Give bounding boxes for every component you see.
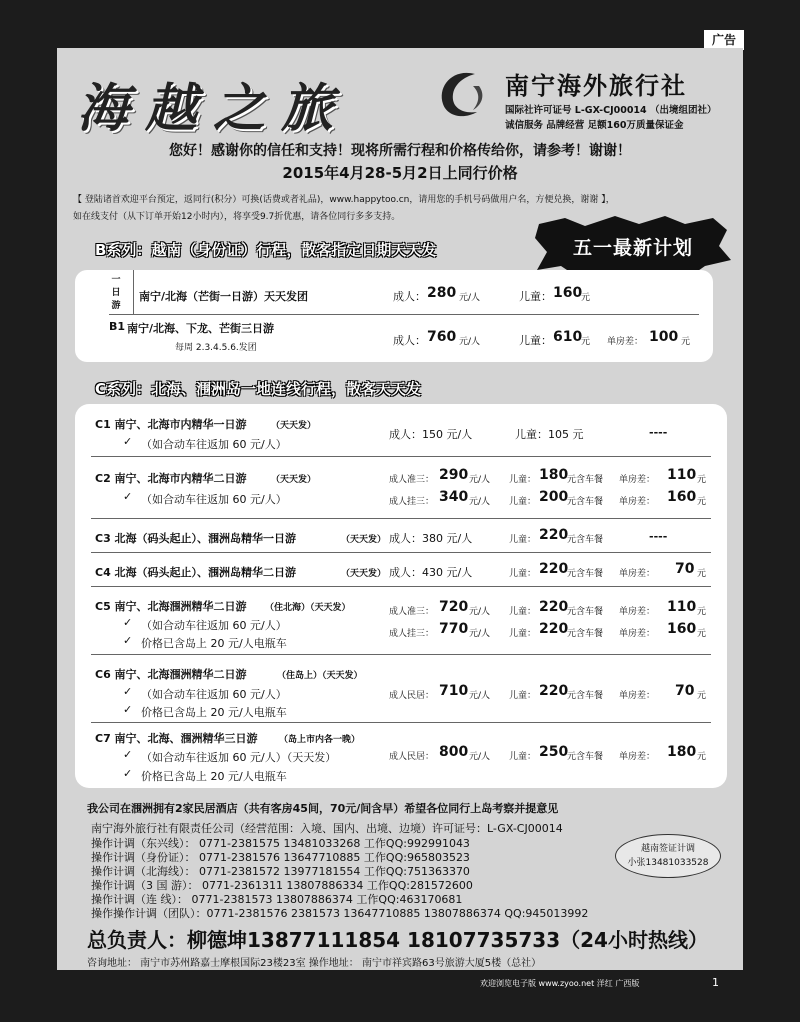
- b-row1-adult-label: 成人：: [393, 290, 426, 303]
- c2-child-a-price: 180: [539, 467, 569, 483]
- promo-burst-text: 五一最新计划: [572, 237, 693, 259]
- c6-child-label: 儿童：: [509, 691, 537, 701]
- c2-adult-b-label: 成人挂三：: [389, 497, 435, 507]
- c7-name: C7 南宁、北海、涠洲精华三日游: [95, 732, 258, 745]
- contact-row: 操作计调（3 国 游）： 0771-2361311 13807886334 工作QQ:281572600: [91, 879, 473, 892]
- c2-single-b-price: 160: [667, 489, 697, 505]
- c1-check-icon: ✓: [123, 435, 133, 448]
- c5-child-b-label: 儿童：: [509, 629, 537, 639]
- c2-child-b-unit: 元含车餐: [567, 497, 604, 507]
- divider: [109, 314, 699, 315]
- c1-tag: （天天发）: [271, 421, 317, 431]
- visa-contact-title: 越南签证计调: [640, 844, 695, 854]
- c2-single-b-unit: 元: [697, 497, 707, 507]
- c4-child-unit: 元含车餐: [567, 569, 604, 579]
- c2-child-a-unit: 元含车餐: [567, 475, 604, 485]
- c4-single-label: 单房差：: [619, 569, 656, 579]
- c6-tag: （住岛上）（天天发）: [277, 671, 363, 681]
- addresses: 咨询地址： 南宁市苏州路嘉士摩根国际23楼23室 操作地址： 南宁市祥宾路63号旅游大厦5楼（总社）: [87, 958, 542, 969]
- c1-adult: 成人：150 元/人: [389, 428, 473, 441]
- c3-tag: （天天发）: [341, 535, 387, 545]
- c2-adult-a-price: 290: [439, 467, 469, 483]
- c7-note-1: （如合动车往返加 60 元/人）（天天发）: [141, 751, 337, 764]
- contact-row: 操作计调（连 线）： 0771-2381573 13807886374 工作QQ:463170681: [91, 893, 463, 906]
- c2-single-a-price: 110: [667, 467, 697, 483]
- contact-row: 操作计调（北海线）： 0771-2381572 13977181554 工作QQ:751363370: [91, 865, 470, 878]
- c4-single-price: 70: [675, 561, 695, 577]
- c2-note: （如合动车往返加 60 元/人）: [141, 493, 287, 506]
- c6-child-price: 220: [539, 683, 569, 699]
- notice-line-1: 【 登陆诸首欢迎平台预定，返同行(积分）可换(话费或者礼品)，www.happytoo.cn，请用您的手机号码做用户名，方便兑换，谢谢 】，: [73, 195, 615, 205]
- c3-child-price: 220: [539, 527, 569, 543]
- c4-single-unit: 元: [697, 569, 707, 579]
- c4-child-price: 220: [539, 561, 569, 577]
- b1-adult-price: 760: [427, 329, 457, 345]
- visa-contact-badge: [615, 834, 721, 878]
- c2-adult-b-price: 340: [439, 489, 469, 505]
- notice-line-2: 如在线支付（从下订单开始12小时内），将享受9.7折优惠，请各位同行多多支持。: [73, 212, 401, 222]
- c2-name: C2 南宁、北海市内精华二日游: [95, 472, 247, 485]
- b1-child-unit: 元: [581, 337, 591, 347]
- c2-single-a-unit: 元: [697, 475, 707, 485]
- c5-adult-b-label: 成人挂三：: [389, 629, 435, 639]
- c7-child-unit: 元含车餐: [567, 752, 604, 762]
- c7-child-price: 250: [539, 744, 569, 760]
- c2-child-a-label: 儿童：: [509, 475, 537, 485]
- c5-single-b-price: 160: [667, 621, 697, 637]
- c5-check-icon-2: ✓: [123, 634, 133, 647]
- contact-row: 操作操作计调（团队）：0771-2381576 2381573 13647710885 13807886374 QQ:945013992: [91, 907, 589, 920]
- b1-name: 南宁/北海、下龙、芒街三日游: [127, 322, 275, 335]
- divider: [91, 552, 711, 553]
- c5-child-a-price: 220: [539, 599, 569, 615]
- b-row1-child-label: 儿童：: [519, 290, 552, 303]
- c6-check-icon-1: ✓: [123, 685, 133, 698]
- divider: [91, 586, 711, 587]
- divider: [91, 722, 711, 723]
- c5-child-b-unit: 元含车餐: [567, 629, 604, 639]
- c7-single-unit: 元: [697, 752, 707, 762]
- b1-child-price: 610: [553, 329, 583, 345]
- section-b-title: B系列：越南（身份证）行程，散客指定日期天天发: [95, 241, 437, 259]
- b-row1-name: 南宁/北海（芒街一日游）天天发团: [139, 290, 309, 303]
- contact-row: 操作计调（身份证）： 0771-2381576 13647710885 工作QQ:965803523: [91, 851, 470, 864]
- divider: [91, 518, 711, 519]
- c6-adult-label: 成人民居：: [389, 691, 435, 701]
- c5-adult-a-price: 720: [439, 599, 469, 615]
- c7-single-price: 180: [667, 744, 697, 760]
- c6-adult-price: 710: [439, 683, 469, 699]
- divider: [133, 270, 134, 314]
- c5-note-2: 价格已含岛上 20 元/人电瓶车: [141, 637, 287, 650]
- c1-note: （如合动车往返加 60 元/人）: [141, 438, 287, 451]
- c6-single-price: 70: [675, 683, 695, 699]
- company-name: 南宁海外旅行社: [505, 72, 687, 100]
- contact-row: 操作计调（东兴线）： 0771-2381575 13481033268 工作QQ:992991043: [91, 837, 470, 850]
- b1-child-label: 儿童：: [519, 334, 552, 347]
- c1-name: C1 南宁、北海市内精华一日游: [95, 418, 247, 431]
- c6-check-icon-2: ✓: [123, 703, 133, 716]
- c3-child-label: 儿童：: [509, 535, 537, 545]
- c7-adult-price: 800: [439, 744, 469, 760]
- c7-single-label: 单房差：: [619, 752, 656, 762]
- c1-single: ----: [649, 426, 668, 439]
- date-title: 2015年4月28-5月2日上同行价格: [282, 164, 518, 182]
- company-swoosh-logo-icon: [433, 64, 493, 122]
- greeting: 您好！感谢你的信任和支持！现将所需行程和价格传给你，请参考！谢谢！: [169, 143, 631, 159]
- company-line: 南宁海外旅行社有限责任公司（经营范围：入境、国内、出境、边境）许可证号：L-GX-CJ00014: [91, 822, 563, 835]
- c4-tag: （天天发）: [341, 569, 387, 579]
- c5-child-b-price: 220: [539, 621, 569, 637]
- b-row1-child-unit: 元: [581, 293, 591, 303]
- b1-code: B1: [109, 320, 126, 333]
- b1-adult-unit: 元/人: [459, 337, 481, 347]
- company-slogan: 诚信服务 品牌经营 足额160万质量保证金: [505, 120, 684, 131]
- c2-adult-a-unit: 元/人: [469, 475, 491, 485]
- c6-note-2: 价格已含岛上 20 元/人电瓶车: [141, 706, 287, 719]
- c7-adult-unit: 元/人: [469, 752, 491, 762]
- c5-adult-a-unit: 元/人: [469, 607, 491, 617]
- c3-adult: 成人：380 元/人: [389, 532, 473, 545]
- divider: [91, 456, 711, 457]
- divider: [91, 654, 711, 655]
- c7-note-2: 价格已含岛上 20 元/人电瓶车: [141, 770, 287, 783]
- c3-child-unit: 元含车餐: [567, 535, 604, 545]
- c5-note-1: （如合动车往返加 60 元/人）: [141, 619, 287, 632]
- b1-single-label: 单房差：: [607, 337, 644, 347]
- c5-single-b-unit: 元: [697, 629, 707, 639]
- c6-adult-unit: 元/人: [469, 691, 491, 701]
- c2-single-a-label: 单房差：: [619, 475, 656, 485]
- c3-single: ----: [649, 530, 668, 543]
- c2-adult-b-unit: 元/人: [469, 497, 491, 507]
- b-row1-adult-unit: 元/人: [459, 293, 481, 303]
- b1-single-price: 100: [649, 329, 679, 345]
- hotel-note: 我公司在涠洲拥有2家民居酒店（共有客房45间，70元/间含早）希望各位同行上岛考察并提意见: [87, 802, 559, 815]
- c4-adult: 成人：430 元/人: [389, 566, 473, 579]
- c5-adult-b-unit: 元/人: [469, 629, 491, 639]
- c5-check-icon-1: ✓: [123, 616, 133, 629]
- c7-adult-label: 成人民居：: [389, 752, 435, 762]
- responsible-person: 总负责人：柳德坤13877111854 18107735733（24小时热线）: [87, 928, 708, 952]
- c5-name: C5 南宁、北海涠洲精华二日游: [95, 600, 247, 613]
- b1-schedule: 每周 2.3.4.5.6.发团: [175, 343, 257, 353]
- ad-tag: 广告: [704, 30, 744, 50]
- c4-child-label: 儿童：: [509, 569, 537, 579]
- section-c-panel: [75, 404, 727, 788]
- c5-child-a-label: 儿童：: [509, 607, 537, 617]
- c7-tag: （岛上市内各一晚）: [279, 735, 361, 745]
- c2-tag: （天天发）: [271, 475, 317, 485]
- c5-tag: （住北海）（天天发）: [265, 603, 351, 613]
- c6-single-unit: 元: [697, 691, 707, 701]
- c5-adult-a-label: 成人准三：: [389, 607, 435, 617]
- day-tour-tag: 一日游: [111, 275, 121, 311]
- c7-child-label: 儿童：: [509, 752, 537, 762]
- c7-check-icon-1: ✓: [123, 748, 133, 761]
- c6-single-label: 单房差：: [619, 691, 656, 701]
- c2-single-b-label: 单房差：: [619, 497, 656, 507]
- bottom-bar: 欢迎浏览电子版 www.zyoo.net 洋红 广西版: [480, 979, 640, 988]
- c5-single-a-label: 单房差：: [619, 607, 656, 617]
- b1-single-unit: 元: [681, 337, 691, 347]
- brand-calligraphy-title: 海越之旅: [77, 78, 350, 139]
- c6-note-1: （如合动车往返加 60 元/人）: [141, 688, 287, 701]
- c5-single-b-label: 单房差：: [619, 629, 656, 639]
- c6-child-unit: 元含车餐: [567, 691, 604, 701]
- b1-adult-label: 成人：: [393, 334, 426, 347]
- flyer-page: [57, 48, 743, 970]
- company-license: 国际社许可证号 L-GX-CJ00014 （出境组团社）: [505, 105, 717, 116]
- c5-child-a-unit: 元含车餐: [567, 607, 604, 617]
- section-c-title: C系列：北海、涠洲岛一地连线行程，散客天天发: [95, 380, 422, 398]
- visa-contact-name: 小张13481033528: [627, 858, 709, 868]
- c2-child-b-label: 儿童：: [509, 497, 537, 507]
- c3-name: C3 北海（码头起止）、涠洲岛精华一日游: [95, 532, 297, 545]
- b-row1-child-price: 160: [553, 285, 583, 301]
- c4-name: C4 北海（码头起止）、涠洲岛精华二日游: [95, 566, 297, 579]
- c6-name: C6 南宁、北海涠洲精华二日游: [95, 668, 247, 681]
- c5-single-a-unit: 元: [697, 607, 707, 617]
- c5-single-a-price: 110: [667, 599, 697, 615]
- c1-child: 儿童：105 元: [515, 428, 584, 441]
- c2-check-icon: ✓: [123, 490, 133, 503]
- c5-adult-b-price: 770: [439, 621, 469, 637]
- b-row1-adult-price: 280: [427, 285, 457, 301]
- c2-adult-a-label: 成人准三：: [389, 475, 435, 485]
- page-number: 1: [712, 976, 719, 989]
- c2-child-b-price: 200: [539, 489, 569, 505]
- section-b-panel: [75, 270, 713, 362]
- c7-check-icon-2: ✓: [123, 767, 133, 780]
